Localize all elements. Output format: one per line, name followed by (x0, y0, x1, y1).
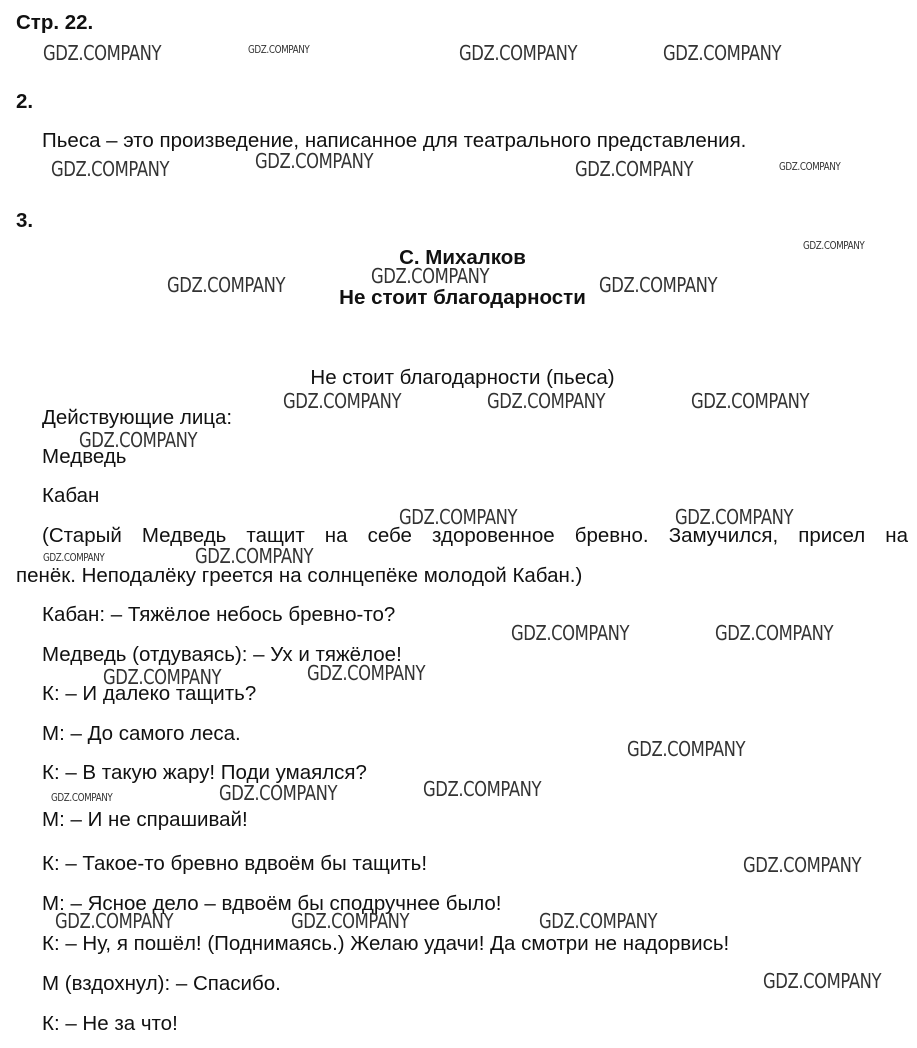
watermark: GDZ.COMPANY (627, 737, 746, 761)
play-subtitle: Не стоит благодарности (пьеса) (310, 366, 615, 389)
dialogue-line: К: – Ну, я пошёл! (Поднимаясь.) Желаю удачи! Да смотри не надорвись! (42, 932, 730, 955)
watermark: GDZ.COMPANY (599, 273, 718, 297)
watermark: GDZ.COMPANY (715, 621, 834, 645)
watermark: GDZ.COMPANY (511, 621, 630, 645)
watermark: GDZ.COMPANY (371, 264, 490, 288)
watermark: GDZ.COMPANY (255, 149, 374, 173)
dialogue-line: М (вздохнул): – Спасибо. (42, 972, 281, 995)
watermark: GDZ.COMPANY (43, 551, 105, 564)
watermark: GDZ.COMPANY (575, 157, 694, 181)
stage-direction-line-2: пенёк. Неподалёку греется на солнцепёке молодой Кабан.) (16, 564, 583, 587)
watermark: GDZ.COMPANY (103, 665, 222, 689)
dialogue-line: К: – В такую жару! Поди умаялся? (42, 761, 367, 784)
cast-item: Кабан (42, 484, 100, 507)
watermark: GDZ.COMPANY (51, 791, 113, 804)
watermark: GDZ.COMPANY (283, 389, 402, 413)
dialogue-line: М: – Ясное дело – вдвоём бы сподручнее было! (42, 892, 502, 915)
watermark: GDZ.COMPANY (43, 41, 162, 65)
watermark: GDZ.COMPANY (423, 777, 542, 801)
dialogue-line: К: – И далеко тащить? (42, 682, 257, 705)
watermark: GDZ.COMPANY (779, 160, 841, 173)
watermark: GDZ.COMPANY (219, 781, 338, 805)
watermark: GDZ.COMPANY (248, 43, 310, 56)
task-2-number: 2. (16, 90, 34, 113)
dialogue-line: Медведь (отдуваясь): – Ух и тяжёлое! (42, 643, 402, 666)
watermark: GDZ.COMPANY (291, 909, 410, 933)
watermark: GDZ.COMPANY (487, 389, 606, 413)
task-3-number: 3. (16, 209, 34, 232)
watermark: GDZ.COMPANY (307, 661, 426, 685)
cast-heading: Действующие лица: (42, 406, 233, 429)
watermark: GDZ.COMPANY (55, 909, 174, 933)
stage-direction-line-1: (Старый Медведь тащит на себе здоровенное бревно. Замучился, присел на (42, 524, 908, 547)
cast-item: Медведь (42, 445, 127, 468)
watermark: GDZ.COMPANY (167, 273, 286, 297)
dialogue-line: М: – И не спрашивай! (42, 808, 248, 831)
watermark: GDZ.COMPANY (539, 909, 658, 933)
dialogue-line: К: – Такое-то бревно вдвоём бы тащить! (42, 852, 428, 875)
watermark: GDZ.COMPANY (743, 853, 862, 877)
watermark: GDZ.COMPANY (691, 389, 810, 413)
task-2-answer: Пьеса – это произведение, написанное для театрального представления. (42, 129, 747, 152)
author-name: С. Михалков (399, 246, 526, 269)
watermark: GDZ.COMPANY (399, 505, 518, 529)
watermark: GDZ.COMPANY (79, 428, 198, 452)
page-header: Стр. 22. (16, 11, 94, 34)
watermark: GDZ.COMPANY (195, 544, 314, 568)
dialogue-line: К: – Не за что! (42, 1012, 178, 1035)
watermark: GDZ.COMPANY (763, 969, 882, 993)
dialogue-line: М: – До самого леса. (42, 722, 241, 745)
watermark: GDZ.COMPANY (803, 239, 865, 252)
work-title: Не стоит благодарности (339, 286, 586, 309)
watermark: GDZ.COMPANY (663, 41, 782, 65)
watermark: GDZ.COMPANY (51, 157, 170, 181)
watermark: GDZ.COMPANY (459, 41, 578, 65)
watermark: GDZ.COMPANY (675, 505, 794, 529)
dialogue-line: Кабан: – Тяжёлое небось бревно-то? (42, 603, 396, 626)
